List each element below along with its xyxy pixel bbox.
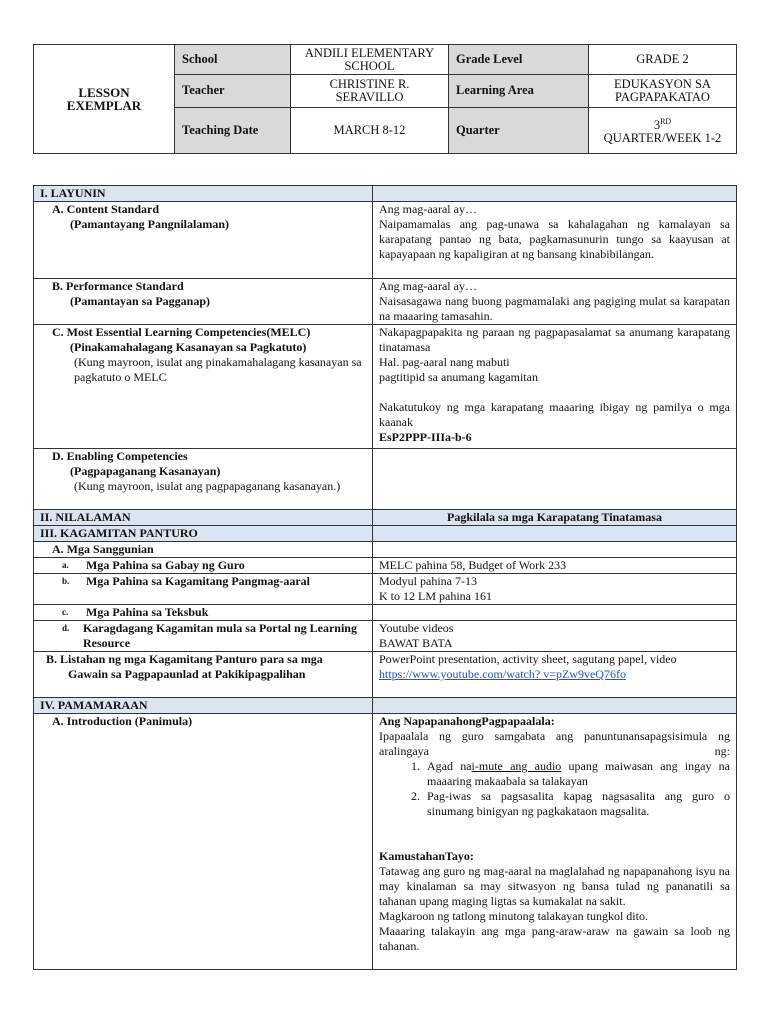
kamustahan-heading: KamustahanTayo: xyxy=(379,849,474,863)
item-letter: d. xyxy=(62,623,70,633)
section-row-layunin xyxy=(34,186,737,202)
quarter-label: Quarter xyxy=(449,107,589,153)
youtube-link[interactable]: https://www.youtube.com/watch? v=pZw9veQ76fo xyxy=(379,667,626,681)
youtube-videos-value: Youtube videos xyxy=(379,621,454,635)
karagdagang-kagamitan-label: Karagdagang Kagamitan mula sa Portal ng Learning Resource xyxy=(82,621,357,650)
teaching-date-label: Teaching Date xyxy=(175,107,291,153)
quarter-value: 3RD QUARTER/WEEK 1-2 xyxy=(589,107,737,153)
grade-level-value: GRADE 2 xyxy=(589,45,737,75)
learning-area-value: EDUKASYON SA PAGPAPAKATAO xyxy=(589,75,737,107)
grade-level-label: Grade Level xyxy=(449,45,589,75)
section-title: IV. PAMAMARAAN xyxy=(34,698,373,714)
bawat-bata-value: BAWAT BATA xyxy=(379,636,453,650)
enabling-note: (Kung mayroon, isulat ang pagpapaganang kasanayan.) xyxy=(74,479,341,493)
performance-standard-row xyxy=(34,279,737,325)
melc-subtitle: (Pinakamahalagang Kasanayan sa Pagkatuto) xyxy=(70,340,307,354)
lm-value: K to 12 LM pahina 161 xyxy=(379,589,492,603)
melc-text: Nakatutukoy ng mga karapatang maaaring ibigay ng pamilya o mga kaanak xyxy=(379,400,730,429)
reminder-list xyxy=(379,759,730,819)
section-row-nilalaman xyxy=(34,510,737,526)
performance-standard-title: B. Performance Standard xyxy=(52,279,184,293)
section-row-pamamaraan xyxy=(34,698,737,714)
listahan-value: PowerPoint presentation, activity sheet, sagutang papel, video xyxy=(379,652,677,666)
introduction-row xyxy=(34,714,737,970)
sanggunian-title: A. Mga Sanggunian xyxy=(52,542,154,556)
introduction-title: A. Introduction (Panimula) xyxy=(52,714,193,728)
listahan-row xyxy=(34,652,737,698)
teksbuk-label: Mga Pahina sa Teksbuk xyxy=(86,605,209,619)
sanggunian-row xyxy=(34,542,737,558)
gabay-guro-row xyxy=(34,558,737,574)
content-standard-row xyxy=(34,202,737,279)
listahan-title: B. Listahan ng mga Kagamitang Panturo para sa mga Gawain sa Pagpapaunlad at Pakikipagpalihan xyxy=(46,652,323,681)
karagdagang-kagamitan-row xyxy=(34,621,737,652)
teaching-date-value: MARCH 8-12 xyxy=(291,107,449,153)
melc-title: C. Most Essential Learning Competencies(MELC) xyxy=(52,325,311,339)
content-standard-text: Naipamamalas ang pag-unawa sa kahalagahan ng kamalayan sa karapatang pantao ng bata, pagkamasunurin tungo sa kaayusan at kapayapaan ng kapaligiran at ng bansang kinabibilangan. xyxy=(379,217,730,261)
lesson-plan-table xyxy=(33,185,737,970)
section-title: I. LAYUNIN xyxy=(34,186,373,202)
teacher-label: Teacher xyxy=(175,75,291,107)
content-standard-subtitle: (Pamantayang Pangnilalaman) xyxy=(70,217,230,231)
learning-area-label: Learning Area xyxy=(449,75,589,107)
gabay-guro-label: Mga Pahina sa Gabay ng Guro xyxy=(86,558,245,572)
nilalaman-value: Pagkilala sa mga Karapatang Tinatamasa xyxy=(373,510,737,526)
kamustahan-text: Tatawag ang guro ng mag-aaral na maglalahad ng napapanahong isyu na may kinalaman sa may sitwasyon ng bansa tulad ng pananatili sa tahanan upang maging ligtas sa kumakalat na sakit. xyxy=(379,864,730,908)
performance-standard-subtitle: (Pamantayan sa Pagganap) xyxy=(70,294,211,308)
content-standard-title: A. Content Standard xyxy=(52,202,160,216)
enabling-competencies-row xyxy=(34,449,737,510)
introduction-text: Ipapaalala ng guro samgabata ang panuntunansapagsisimula ng aralingaya ng: xyxy=(379,729,730,758)
reminder-item: 2. Pag-iwas sa pagsasalita kapag nagsasalita ang guro o sinumang binigyan ng pagkakataon magsalita. xyxy=(423,789,730,819)
teacher-value: CHRISTINE R. SERAVILLO xyxy=(291,75,449,107)
item-letter: a. xyxy=(62,560,69,570)
enabling-subtitle: (Pagpapaganang Kasanayan) xyxy=(70,464,221,478)
kamustahan-text: Maaaring talakayin ang mga pang-araw-araw na gawain sa loob ng tahanan. xyxy=(379,924,730,953)
modyul-value: Modyul pahina 7-13 xyxy=(379,574,477,588)
school-value: ANDILI ELEMENTARY SCHOOL xyxy=(291,45,449,75)
kagamitang-pangmag-aaral-row xyxy=(34,574,737,605)
item-letter: b. xyxy=(62,576,70,586)
performance-standard-intro: Ang mag-aaral ay… xyxy=(379,279,477,293)
melc-row xyxy=(34,325,737,449)
lesson-exemplar-title: LESSON EXEMPLAR xyxy=(34,45,175,154)
section-row-kagamitan xyxy=(34,526,737,542)
school-label: School xyxy=(175,45,291,75)
performance-standard-text: Naisasagawa nang buong pagmamalaki ang pagiging mulat sa karapatan na maaaring tamasahin. xyxy=(379,294,730,323)
kamustahan-text: Magkaroon ng tatlong minutong talakayan tungkol dito. xyxy=(379,909,648,923)
melc-note: (Kung mayroon, isulat ang pinakamahalagang kasanayan sa pagkatuto o MELC xyxy=(74,355,362,384)
teksbuk-row xyxy=(34,605,737,621)
item-letter: c. xyxy=(62,607,69,617)
content-standard-intro: Ang mag-aaral ay… xyxy=(379,202,477,216)
reminder-item: 1. Agad nai-mute ang audio upang maiwasan ang ingay na maaaring makaabala sa talakayan xyxy=(423,759,730,789)
introduction-heading: Ang NapapanahongPagpapaalala: xyxy=(379,714,555,728)
gabay-guro-value: MELC pahina 58, Budget of Work 233 xyxy=(373,558,737,574)
lesson-header-table xyxy=(33,44,737,154)
melc-code: EsP2PPP-IIIa-b-6 xyxy=(379,430,472,444)
enabling-title: D. Enabling Competencies xyxy=(52,449,188,463)
melc-example: Hal. pag-aaral nang mabuti xyxy=(379,355,510,369)
section-title: III. KAGAMITAN PANTURO xyxy=(34,526,373,542)
melc-text: Nakapagpapakita ng paraan ng pagpapasalamat sa anumang karapatang tinatamasa xyxy=(379,325,730,354)
kagamitang-pangmag-aaral-label: Mga Pahina sa Kagamitang Pangmag-aaral xyxy=(86,574,310,588)
section-title: II. NILALAMAN xyxy=(34,510,373,526)
melc-example: pagtitipid sa anumang kagamitan xyxy=(379,370,538,384)
